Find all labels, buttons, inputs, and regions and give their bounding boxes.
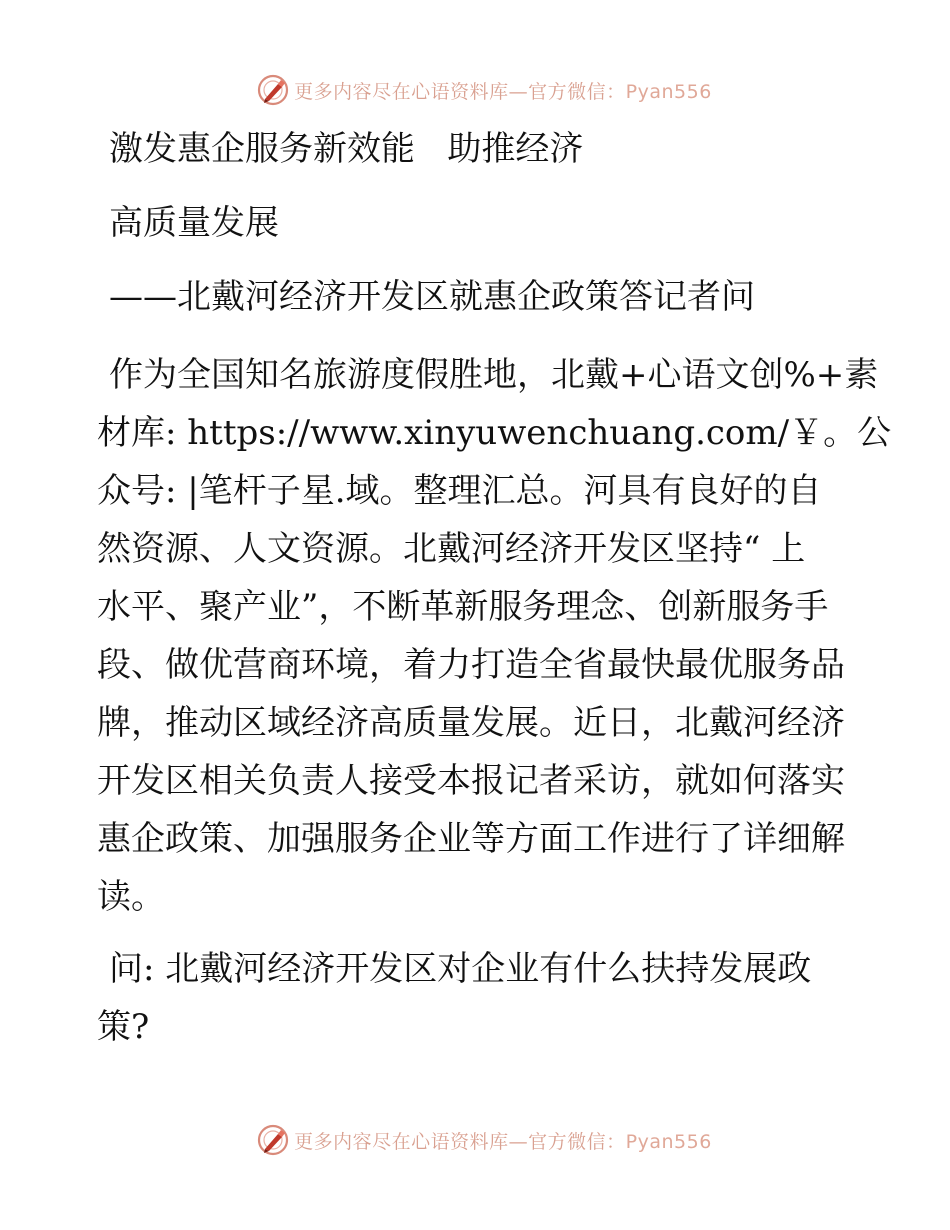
paragraph-line: 作为全国知名旅游度假胜地，北戴+心语文创%+素: [109, 355, 879, 395]
article-title-line-2: 高质量发展: [109, 203, 279, 243]
paragraph-line: 众号: |笔杆子星.域。整理汇总。河具有良好的自: [97, 471, 822, 511]
paragraph-line: 牌，推动区域经济高质量发展。近日，北戴河经济: [97, 703, 845, 743]
intro-paragraph: [97, 346, 892, 926]
question-paragraph: [97, 940, 853, 1056]
paragraph-line: 惠企政策、加强服务企业等方面工作进行了详细解: [97, 819, 845, 859]
pen-logo-icon: [256, 73, 290, 107]
watermark-contact: Pyan556: [625, 80, 712, 103]
watermark-contact: Pyan556: [625, 1130, 712, 1153]
article-body: [97, 120, 892, 1056]
paragraph-line: 然资源、人文资源。北戴河经济开发区坚持“ 上: [97, 529, 806, 569]
paragraph-line: 段、做优营商环境，着力打造全省最快最优服务品: [97, 645, 845, 685]
header-watermark-banner: [0, 70, 950, 110]
pen-logo-icon: [256, 1123, 290, 1157]
paragraph-line: 读。: [97, 877, 165, 917]
footer-watermark-banner: [0, 1120, 950, 1160]
paragraph-line: 开发区相关负责人接受本报记者采访，就如何落实: [97, 761, 845, 801]
watermark-text: 更多内容尽在心语资料库—官方微信：Pyan556: [294, 1130, 712, 1153]
article-subtitle: ——北戴河经济开发区就惠企政策答记者问: [109, 277, 755, 317]
paragraph-line: 水平、聚产业”，不断革新服务理念、创新服务手: [97, 587, 829, 627]
question-line: 策?: [97, 1007, 150, 1047]
watermark-text: 更多内容尽在心语资料库—官方微信：Pyan556: [294, 80, 712, 103]
article-title-line-1: 激发惠企服务新效能 助推经济: [109, 129, 584, 169]
question-line: 问: 北戴河经济开发区对企业有什么扶持发展政: [109, 949, 812, 989]
paragraph-line: 材库: https://www.xinyuwenchuang.com/￥。公: [97, 413, 892, 453]
